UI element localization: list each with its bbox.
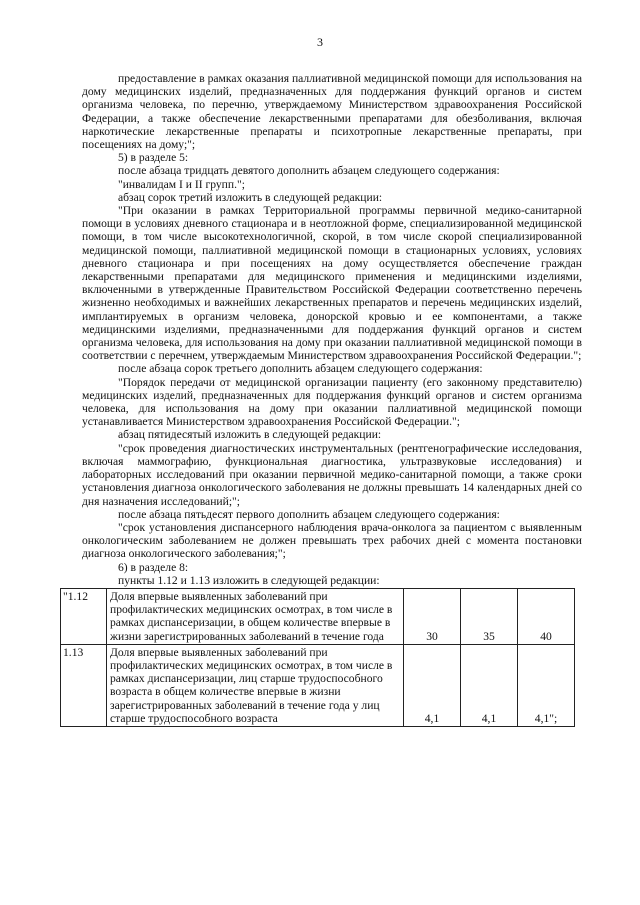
- paragraph: абзац пятидесятый изложить в следующей редакции:: [118, 428, 382, 442]
- paragraph: после абзаца пятьдесят первого дополнить абзацем следующего содержания:: [118, 507, 500, 521]
- paragraph: после абзаца сорок третьего дополнить абзацем следующего содержания:: [118, 362, 483, 376]
- paragraph: предоставление в рамках оказания паллиативной медицинской помощи для использования на дому медицинских изделий, предназначенных для поддержания функций органов и систем организма человека, по перечню, утверждаемому Министерством здравоохранения Российской Федерации, а также обеспечение лекарственными препаратами для обезболивания, включая наркотические лекарственные препараты и психотропные лекарственные препараты, при посещениях на дому;";: [82, 72, 582, 152]
- row-value-cell: 30: [404, 588, 461, 644]
- paragraph: "срок установления диспансерного наблюдения врача-онколога за пациентом с выявленным онкологическим заболеванием не должен превышать трех рабочих дней с момента постановки диагноза онкологического заболевания;";: [82, 520, 582, 561]
- indicator-table: [60, 588, 575, 727]
- row-number-cell: "1.12: [61, 588, 107, 644]
- paragraph: после абзаца тридцать девятого дополнить абзацем следующего содержания:: [118, 164, 500, 178]
- paragraph: "инвалидам I и II групп.";: [118, 177, 245, 191]
- paragraph: 6) в разделе 8:: [118, 560, 189, 574]
- row-description-cell: Доля впервые выявленных заболеваний при профилактических медицинских осмотрах, в том числе в рамках диспансеризации, в общем количестве впервые в жизни зарегистрированных заболеваний в течение года: [107, 588, 404, 644]
- page-number: 3: [317, 35, 323, 49]
- row-number-cell: 1.13: [61, 644, 107, 726]
- paragraph: "Порядок передачи от медицинской организации пациенту (его законному представителю) медицинских изделий, предназначенных для поддержания функций органов и систем организма человека, для использования на дому при оказании паллиативной медицинской помощи устанавливается Министерством здравоохранения Российской Федерации.";: [82, 375, 582, 429]
- row-value-cell: 4,1";: [518, 644, 575, 726]
- row-value-cell: 4,1: [404, 644, 461, 726]
- paragraph: абзац сорок третий изложить в следующей редакции:: [118, 190, 383, 204]
- paragraph-list: [82, 72, 582, 587]
- paragraph: "При оказании в рамках Территориальной программы первичной медико-санитарной помощи в условиях дневного стационара и в неотложной форме, специализированной медицинской помощи, в том числе высокотехнологичной, скорой, в том числе скорой специализированной медицинской помощи, паллиативной медицинской помощи в стационарных условиях, условиях дневного стационара и при посещениях на дому осуществляется обеспечение граждан лекарственными препаратами для медицинского применения и медицинскими изделиями, включенными в утвержденные Правительством Российской Федерации соответственно перечень жизненно необходимых и важнейших лекарственных препаратов и перечень медицинских изделий, имплантируемых в организм человека, донорской кровью и ее компонентами, а также медицинскими изделиями, предназначенными для поддержания функций органов и систем организма человека, для использования на дому при оказании паллиативной медицинской помощи в соответствии с перечнем, утверждаемым Министерством здравоохранения Российской Федерации.";: [82, 204, 582, 363]
- table-row: [61, 588, 575, 644]
- document-body: [63, 72, 582, 727]
- paragraph: пункты 1.12 и 1.13 изложить в следующей редакции:: [118, 573, 380, 587]
- row-value-cell: 35: [461, 588, 518, 644]
- table-row: [61, 644, 575, 726]
- row-description-cell: Доля впервые выявленных заболеваний при профилактических медицинских осмотрах, в том числе в рамках диспансеризации, лиц старше трудоспособного возраста в общем количестве впервые в жизни зарегистрированных заболеваний в течение года у лиц старше трудоспособного возраста: [107, 644, 404, 726]
- paragraph: "срок проведения диагностических инструментальных (рентгенографические исследования, включая маммографию, функциональная диагностика, ультразвуковые исследования) и лабораторных исследований при оказании первичной медико-санитарной помощи, а также сроки установления диагноза онкологического заболевания не должны превышать 14 календарных дней со дня назначения исследований;";: [82, 441, 582, 508]
- row-value-cell: 40: [518, 588, 575, 644]
- paragraph: 5) в разделе 5:: [118, 151, 189, 165]
- row-value-cell: 4,1: [461, 644, 518, 726]
